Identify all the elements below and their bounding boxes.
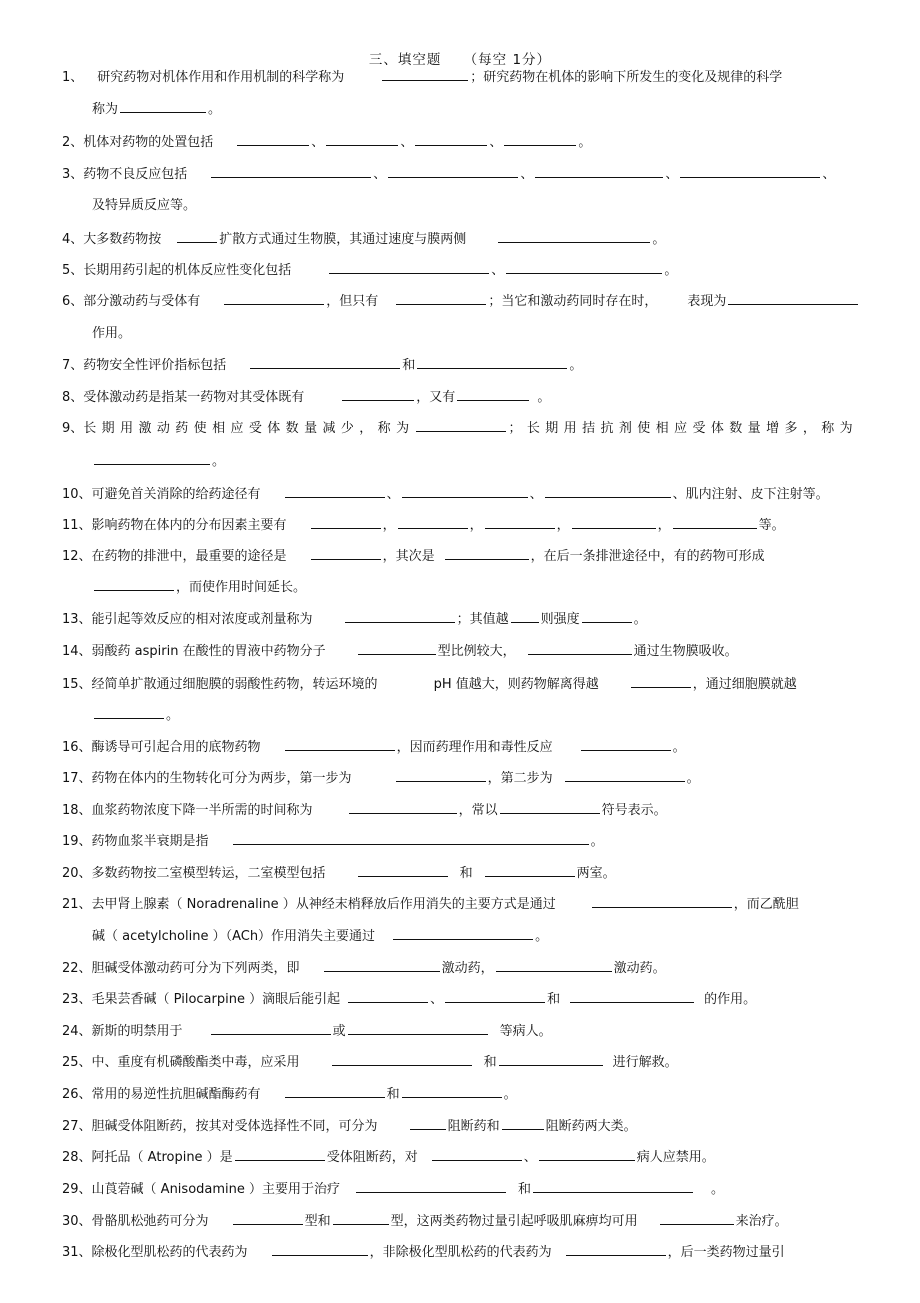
blank[interactable] — [535, 165, 663, 178]
question-29: 29、山莨菪碱（ Anisodamine ）主要用于治疗 和 。 — [62, 1182, 725, 1197]
blank[interactable] — [500, 801, 600, 814]
blank[interactable] — [496, 959, 612, 972]
question-20: 20、多数药物按二室模型转运，二室模型包括 和 两室。 — [62, 866, 616, 881]
blank[interactable] — [326, 133, 398, 146]
blank[interactable] — [396, 292, 486, 305]
blank[interactable] — [533, 1180, 693, 1193]
blank[interactable] — [250, 356, 400, 369]
question-13: 13、能引起等效反应的相对浓度或剂量称为 ；其值越 则强度 。 — [62, 612, 647, 627]
blank[interactable] — [324, 959, 440, 972]
question-16: 16、酶诱导可引起合用的底物药物 ，因而药理作用和毒性反应 。 — [62, 740, 686, 755]
blank[interactable] — [457, 388, 529, 401]
blank[interactable] — [528, 642, 632, 655]
blank[interactable] — [396, 769, 486, 782]
question-1: 1、 研究药物对机体作用和作用机制的科学称为 ；研究药物在机体的影响下所发生的变化及规律的科学 — [62, 70, 783, 85]
question-6-continued: 作用。 — [92, 326, 132, 341]
question-26: 26、常用的易逆性抗胆碱酯酶药有 和 。 — [62, 1087, 517, 1102]
blank[interactable] — [539, 1148, 635, 1161]
blank[interactable] — [498, 230, 650, 243]
blank[interactable] — [94, 578, 174, 591]
question-31: 31、除极化型肌松药的代表药为 ，非除极化型肌松药的代表药为 ，后一类药物过量引 — [62, 1245, 785, 1260]
blank[interactable] — [329, 261, 489, 274]
blank[interactable] — [410, 1117, 446, 1130]
blank[interactable] — [485, 516, 555, 529]
blank[interactable] — [402, 485, 528, 498]
blank[interactable] — [445, 990, 545, 1003]
blank[interactable] — [416, 419, 506, 432]
blank[interactable] — [511, 610, 539, 623]
blank[interactable] — [349, 801, 457, 814]
question-12: 12、在药物的排泄中，最重要的途径是 ，其次是 ，在后一条排泄途径中，有的药物可形成 — [62, 549, 765, 564]
question-17: 17、药物在体内的生物转化可分为两步，第一步为 ，第二步为 。 — [62, 771, 700, 786]
blank[interactable] — [432, 1148, 522, 1161]
question-2: 2、机体对药物的处置包括 、 、 、 。 — [62, 135, 592, 150]
section-title: 三、填空题 （每空 1分） — [368, 52, 552, 68]
question-21: 21、去甲肾上腺素（ Noradrenaline ）从神经末梢释放后作用消失的主要方式是通过 ，而乙酰胆 — [62, 897, 799, 912]
blank[interactable] — [673, 516, 757, 529]
blank[interactable] — [570, 990, 694, 1003]
blank[interactable] — [581, 738, 671, 751]
blank[interactable] — [224, 292, 324, 305]
blank[interactable] — [356, 1180, 506, 1193]
question-5: 5、长期用药引起的机体反应性变化包括 、 。 — [62, 263, 678, 278]
blank[interactable] — [680, 165, 820, 178]
blank[interactable] — [504, 133, 576, 146]
question-22: 22、胆碱受体激动药可分为下列两类，即 激动药， 激动药。 — [62, 961, 666, 976]
question-6: 6、部分激动药与受体有 ，但只有 ；当它和激动药同时存在时， 表现为 — [62, 292, 882, 312]
blank[interactable] — [506, 261, 662, 274]
question-9-continued: 。 — [92, 452, 225, 472]
question-25: 25、中、重度有机磷酸酯类中毒，应采用 和 进行解救。 — [62, 1055, 678, 1070]
blank[interactable] — [485, 864, 575, 877]
question-21-continued: 碱（ acetylcholine ）（ACh）作用消失主要通过 。 — [92, 929, 549, 944]
blank[interactable] — [120, 100, 206, 113]
blank[interactable] — [233, 832, 589, 845]
blank[interactable] — [94, 452, 210, 465]
blank[interactable] — [211, 165, 371, 178]
question-11: 11、影响药物在体内的分布因素主要有 ， ， ， ， 等。 — [62, 518, 785, 533]
blank[interactable] — [728, 292, 858, 305]
question-number: 1、 — [62, 70, 84, 85]
blank[interactable] — [398, 516, 468, 529]
question-14: 14、弱酸药 aspirin 在酸性的胃液中药物分子 型比例较大， 通过生物膜吸收。 — [62, 644, 738, 659]
blank[interactable] — [358, 864, 448, 877]
question-28: 28、阿托品（ Atropine ）是 受体阻断药，对 、 病人应禁用。 — [62, 1150, 715, 1165]
blank[interactable] — [235, 1148, 325, 1161]
question-3-continued: 及特异质反应等。 — [92, 198, 197, 213]
question-1-continued: 称为 。 — [92, 102, 222, 117]
blank[interactable] — [311, 547, 381, 560]
question-15-continued: 。 — [92, 706, 179, 726]
blank[interactable] — [272, 1243, 368, 1256]
blank[interactable] — [499, 1053, 603, 1066]
question-15: 15、经简单扩散通过细胞膜的弱酸性药物，转运环境的 pH 值越大，则药物解离得越 ，通过细胞膜就越 — [62, 677, 797, 692]
blank[interactable] — [582, 610, 632, 623]
blank[interactable] — [342, 388, 414, 401]
blank[interactable] — [348, 990, 428, 1003]
blank[interactable] — [402, 1085, 502, 1098]
question-9: 9、长期用激动药使相应受体数量减少，称为 ；长期用拮抗剂使相应受体数量增多，称为 — [62, 421, 859, 436]
blank[interactable] — [94, 706, 164, 719]
question-30: 30、骨骼肌松弛药可分为 型和 型，这两类药物过量引起呼吸肌麻痹均可用 来治疗。 — [62, 1214, 788, 1229]
blank[interactable] — [417, 356, 567, 369]
question-27: 27、胆碱受体阻断药，按其对受体选择性不同，可分为 阻断药和 阻断药两大类。 — [62, 1119, 637, 1134]
blank[interactable] — [177, 230, 217, 243]
blank[interactable] — [211, 1022, 331, 1035]
question-7: 7、药物安全性评价指标包括 和 。 — [62, 358, 583, 373]
question-24: 24、新斯的明禁用于 或 等病人。 — [62, 1024, 552, 1039]
blank[interactable] — [565, 769, 685, 782]
blank[interactable] — [566, 1243, 666, 1256]
question-4: 4、大多数药物按 扩散方式通过生物膜，其通过速度与膜两侧 。 — [62, 232, 666, 247]
blank[interactable] — [660, 1212, 734, 1225]
blank[interactable] — [285, 1085, 385, 1098]
blank[interactable] — [348, 1022, 488, 1035]
question-12-continued: ，而使作用时间延长。 — [92, 578, 306, 598]
question-3: 3、药物不良反应包括 、 、 、 、 — [62, 167, 836, 182]
blank[interactable] — [311, 516, 381, 529]
blank[interactable] — [502, 1117, 544, 1130]
question-8: 8、受体激动药是指某一药物对其受体既有 ，又有 。 — [62, 390, 551, 405]
question-18: 18、血浆药物浓度下降一半所需的时间称为 ，常以 符号表示。 — [62, 803, 667, 818]
blank[interactable] — [415, 133, 487, 146]
blank[interactable] — [237, 133, 309, 146]
question-23: 23、毛果芸香碱（ Pilocarpine ）滴眼后能引起 、 和 的作用。 — [62, 992, 757, 1007]
question-19: 19、药物血浆半衰期是指 。 — [62, 834, 604, 849]
blank[interactable] — [388, 165, 518, 178]
blank[interactable] — [382, 68, 468, 81]
blank[interactable] — [631, 675, 691, 688]
blank[interactable] — [285, 485, 385, 498]
blank[interactable] — [545, 485, 671, 498]
blank[interactable] — [332, 1053, 472, 1066]
question-10: 10、可避免首关消除的给药途径有 、 、 、肌内注射、皮下注射等。 — [62, 487, 829, 502]
blank[interactable] — [285, 738, 395, 751]
blank[interactable] — [233, 1212, 303, 1225]
blank[interactable] — [393, 927, 533, 940]
blank[interactable] — [592, 895, 732, 908]
blank[interactable] — [358, 642, 436, 655]
blank[interactable] — [572, 516, 656, 529]
blank[interactable] — [333, 1212, 389, 1225]
blank[interactable] — [345, 610, 455, 623]
blank[interactable] — [445, 547, 529, 560]
